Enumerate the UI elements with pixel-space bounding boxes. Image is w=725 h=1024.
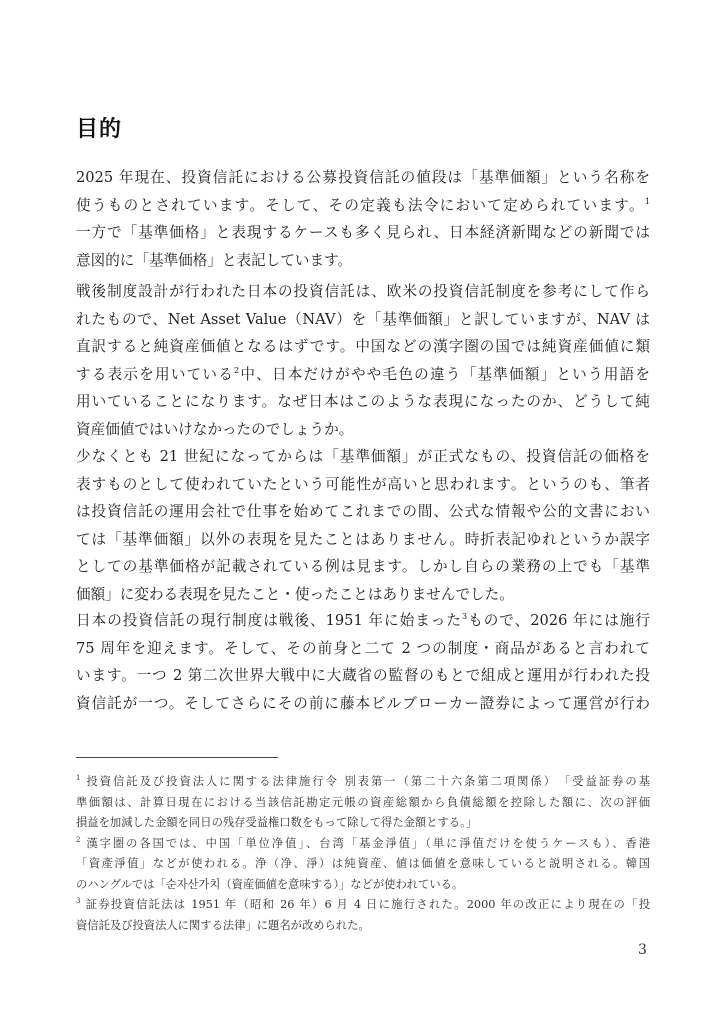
paragraph-3 — [76, 443, 650, 608]
section-heading: 目的 — [76, 117, 123, 142]
text-line: する表示を用いている$^2$中、日本だけがやや毛色の違う「基準価額」という用語を — [76, 365, 650, 383]
footnote-mark: 3 — [76, 897, 81, 905]
footnote-line: $^1$ 投資信託及び投資法人に関する法律施行令 別表第一（第二十六条第二項関係） 「受益証券の基 — [76, 774, 650, 788]
footnote-mark: 1 — [76, 774, 81, 782]
footnote-line: 損益を加減した金額を同日の残存受益権口数をもって除して得た金額とする。」 — [76, 816, 478, 829]
text-line: 少なくとも 21 世紀になってからは「基準価額」が正式なもの、投資信託の価格を — [76, 448, 650, 465]
footnote-line: $^2$ 漢字圏の各国では、中国「単位净值」、台湾「基金淨值」（単に淨值だけを使うケースも）、香港 — [76, 835, 650, 850]
footnote-line: 「資產淨值」などが使われる。浄（净、淨）は純資産、値は価値を意味していると説明される。韓国 — [76, 857, 650, 870]
text-line: います。一つ 2 第二次世界大戦中に大蔵省の監督のもとで組成と運用が行われた投 — [76, 667, 650, 684]
text-line: 直訳すると純資産価値となるはずです。中国などの漢字圏の国では純資産価値に類 — [76, 338, 650, 355]
text-line: 資信託が一つ。そしてさらにその前に藤本ビルブローカー證券によって運営が行わ — [76, 694, 650, 712]
text-line: 資産価値ではいけなかったのでしょうか。 — [76, 420, 354, 438]
paragraph-2 — [76, 278, 650, 443]
footnote-ref-2[interactable]: 2 — [234, 365, 240, 375]
footnote-line: 資信託及び投資法人に関する法律」に題名が改められた。 — [76, 918, 370, 932]
text-line: 戦後制度設計が行われた日本の投資信託は、欧米の投資信託制度を参考にして作ら — [76, 283, 650, 300]
footnote-1 — [76, 772, 650, 834]
text-line: 75 周年を迎えます。そして、その前身と二て 2 つの制度・商品があると言われて — [76, 639, 650, 657]
footnote-line: $^3$ 証券投資信託法は 1951 年（昭和 26 年）6 月 4 日に施行された。2000 年の改正により現在の「投 — [76, 897, 650, 911]
text-line: 用いていることになります。なぜ日本はこのような表現になったのか、どうして純 — [76, 393, 650, 410]
text-line: としての基準価格が記載されている例は見ます。しかし自らの業務の上でも「基準 — [76, 558, 650, 575]
footnote-line: のハングルでは「순자산가치（資産価値を意味する）」などが使われている。 — [76, 877, 464, 891]
footnote-line: 準価額は、計算日現在における当該信託勘定元帳の資産総額から負債総額を控除した額に、次の評価 — [76, 795, 650, 809]
text-line: 使うものとされています。そして、その定義も法令において定められています。$^1$ — [76, 196, 650, 214]
footnote-separator — [76, 757, 278, 758]
text-line: れたもので、Net Asset Value（NAV）を「基準価額」と訳していますが、NAV は — [76, 310, 650, 328]
footnote-2 — [76, 834, 650, 896]
text-line: 一方で「基準価格」と表現するケースも多く見られ、日本経済新聞などの新聞では — [76, 224, 650, 241]
paragraph-1 — [76, 164, 650, 274]
footnote-mark: 2 — [76, 835, 81, 844]
paragraph-4 — [76, 607, 650, 717]
text-line: 表すものとして使われていたという可能性が高いと思われます。というのも、筆者 — [76, 475, 650, 493]
footnote-ref-3[interactable]: 3 — [462, 612, 468, 621]
text-line: 価額」に変わる表現を見たこと・使ったことはありませんでした。 — [76, 585, 514, 603]
text-line: 日本の投資信託の現行制度は戦後、1951 年に始まった$^3$もので、2026 年には施行 — [76, 612, 650, 629]
text-line: 2025 年現在、投資信託における公募投資信託の値段は「基準価額」という名称を — [76, 169, 650, 186]
text-line: ては「基準価額」以外の表現を見たことはありません。時折表記ゆれというか誤字 — [76, 530, 650, 548]
footnote-3 — [76, 895, 650, 936]
page-number: 3 — [638, 942, 647, 958]
text-line: は投資信託の運用会社で仕事を始めてこれまでの間、公式な情報や公的文書におい — [76, 503, 650, 520]
text-line: 意図的に「基準価格」と表記しています。 — [76, 251, 353, 269]
footnote-ref-1[interactable]: 1 — [644, 196, 650, 206]
footnotes — [76, 772, 650, 936]
